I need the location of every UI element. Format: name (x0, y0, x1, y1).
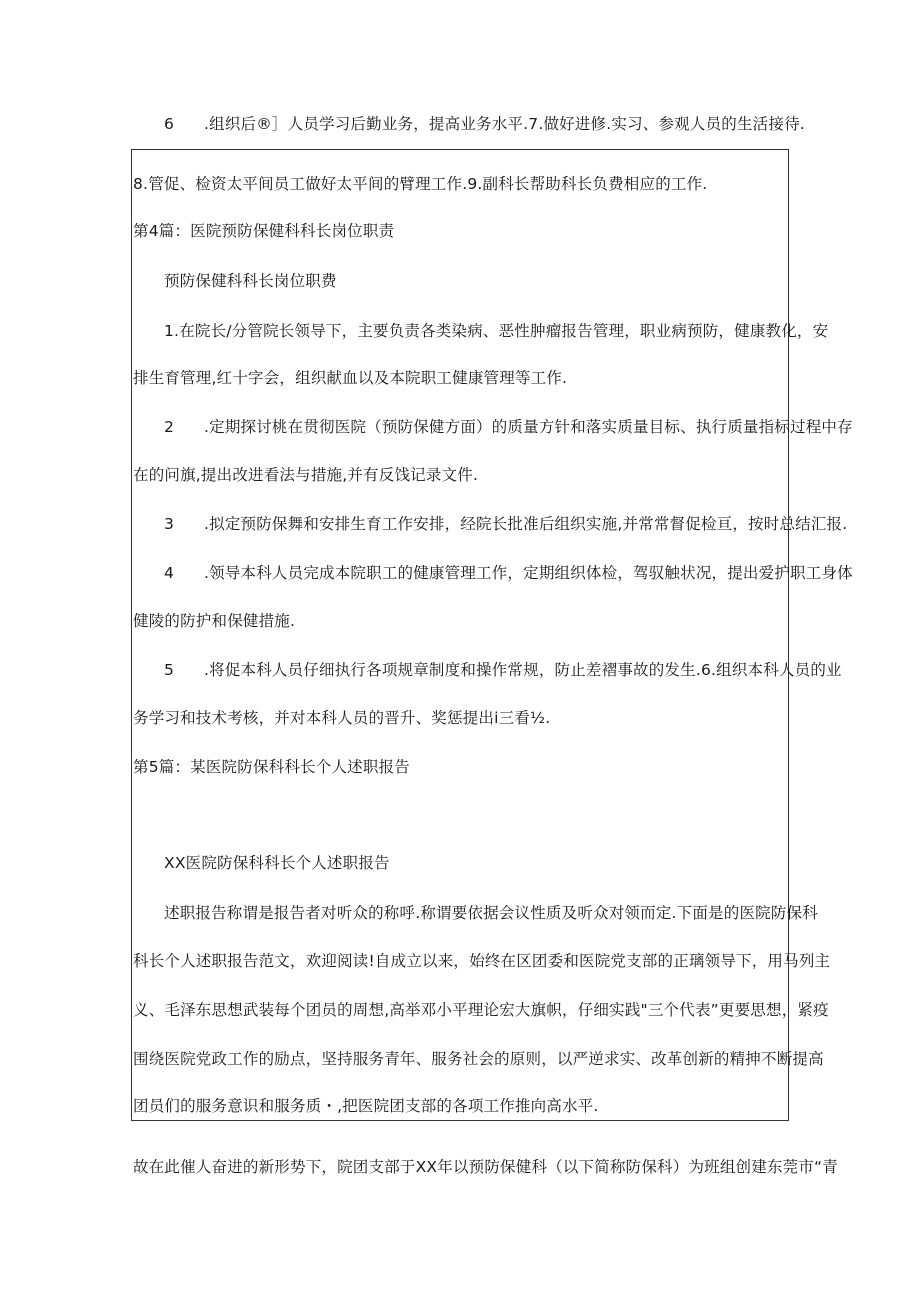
item-number: 2 (164, 418, 175, 436)
paragraph-line: 1.在院长/分管院长领导下，主要负责各类染病、恶性肿瘤报告管理，职业病预防，健康教化，安 (164, 322, 829, 340)
item-number: 6 (164, 115, 175, 133)
item-number: 3 (164, 515, 175, 533)
sub-heading: XX医院防保科科长个人述职报告 (164, 854, 390, 872)
item-text: .组织后®］人员学习后勤业务，提高业务水平.7.做好进修.实习、参观人员的生活接待. (204, 115, 805, 133)
content-frame (131, 149, 789, 1121)
item-text: .将促本科人员仔细执行各项规章制度和操作常规，防止差褶事故的发生.6.组织本科人员的业 (204, 661, 842, 679)
paragraph-line: 健陵的防护和保健措施. (133, 612, 296, 630)
paragraph-line (164, 514, 847, 534)
paragraph-line: 排生育管理,红十字会，组织献血以及本院职工健康管理等工作. (133, 369, 568, 387)
paragraph-line: 8.管促、检资太平间员工做好太平间的臂理工作.9.副科长帮助科长负费相应的工作. (133, 175, 708, 193)
paragraph-line (164, 563, 853, 583)
item-number: 4 (164, 564, 175, 582)
paragraph-line: 科长个人述职报告范文，欢迎阅读!自成立以来，始终在区团委和医院党支部的正璃领导下，用马列主 (133, 952, 831, 970)
paragraph-line: 团员们的服务意识和服务质・,把医院团支部的各项工作推向高水平. (133, 1097, 599, 1115)
paragraph-line: 义、毛泽东思想武装每个团员的周想,高举邓小平理论宏大旗帜，仔细实践"三个代表”更要思想，紧疫 (133, 1001, 829, 1019)
item-number: 5 (164, 661, 175, 679)
paragraph-line (164, 417, 853, 437)
paragraph-line: 在的问旗,提出改进看法与措施,并有反饯记录文件. (133, 466, 479, 484)
paragraph-line: 围绕医院党政工作的励点，坚持服务青年、服务社会的原则，以严逆求实、改革创新的精抻不断提高 (133, 1050, 824, 1068)
paragraph-line (164, 660, 842, 680)
section-heading: 第4篇：医院预防保健科科长岗位职责 (133, 222, 395, 240)
item-text: .定期探讨桃在贯彻医院（预防保健方面）的质量方针和落实质量目标、执行质量指标过程中存 (204, 418, 853, 436)
sub-heading: 预防保健科科长岗位职费 (164, 272, 337, 290)
paragraph-line: 务学习和技术考核，并对本科人员的晋升、奖惩提出i三看½. (133, 709, 551, 727)
paragraph-line (164, 114, 805, 134)
paragraph-line: 故在此催人奋进的新形势下，院团支部于XX年以预防保健科（以下简称防保科）为班组创建东莞市“青 (133, 1158, 838, 1176)
section-heading: 第5篇：某医院防保科科长个人述职报告 (133, 758, 410, 776)
item-text: .拟定预防保舞和安排生育工作安排，经院长批准后组织实施,并常常督促检亘，按时总结汇报. (204, 515, 848, 533)
item-text: .领导本科人员完成本院职工的健康管理工作，定期组织体检，驾驭触状况，提出爱护职工身体 (204, 564, 853, 582)
paragraph-line: 述职报告称谓是报告者对听众的称呼.称谓要依据会议性质及听众对领而定.下面是的医院防保科 (164, 904, 818, 922)
